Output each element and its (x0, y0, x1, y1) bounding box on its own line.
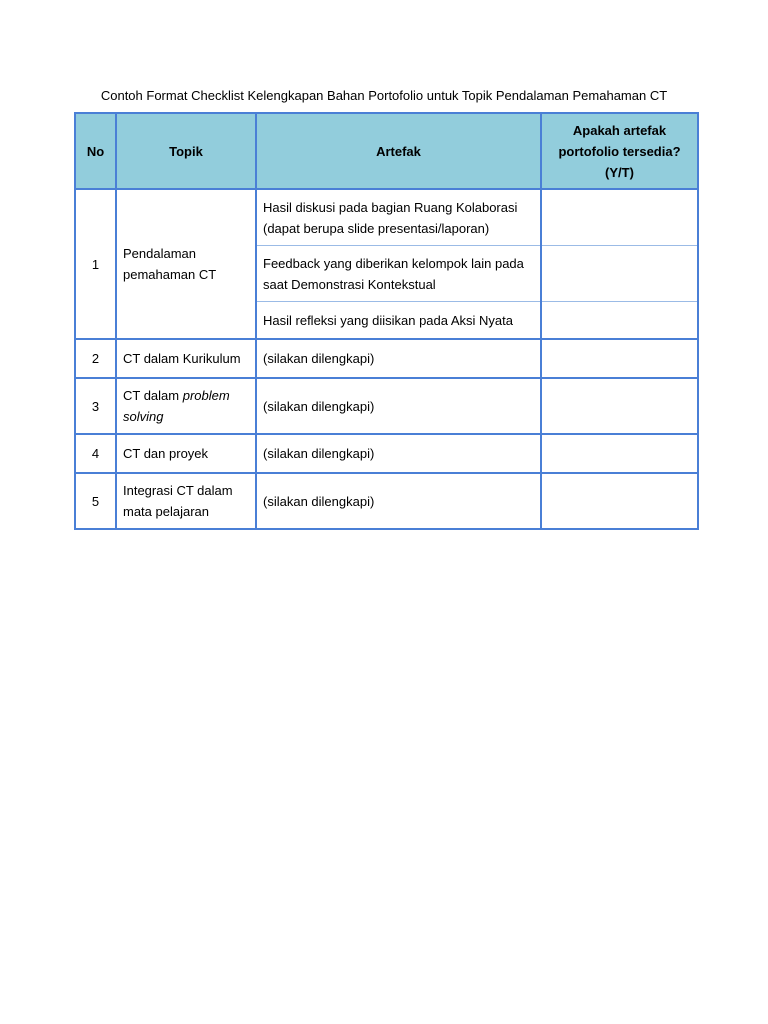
header-row (75, 113, 698, 189)
row-number: 1 (75, 189, 116, 339)
row-topik: CT dalam Kurikulum (116, 339, 256, 378)
row-number: 5 (75, 473, 116, 529)
row-artefak: (silakan dilengkapi) (256, 378, 541, 434)
header-artefak: Artefak (256, 113, 541, 189)
table-caption: Contoh Format Checklist Kelengkapan Bahan Portofolio untuk Topik Pendalaman Pemahaman CT (100, 88, 668, 103)
table-row (75, 339, 698, 378)
header-no: No (75, 113, 116, 189)
row-tersedia-cell[interactable] (541, 378, 698, 434)
row-tersedia-cell[interactable] (541, 302, 698, 340)
table-row (75, 378, 698, 434)
row-tersedia-cell[interactable] (541, 473, 698, 529)
row-artefak: (silakan dilengkapi) (256, 473, 541, 529)
row-topik: Integrasi CT dalam mata pelajaran (116, 473, 256, 529)
row-artefak: (silakan dilengkapi) (256, 339, 541, 378)
row-topik: CT dan proyek (116, 434, 256, 473)
row-tersedia-cell[interactable] (541, 434, 698, 473)
row-artefak: Hasil diskusi pada bagian Ruang Kolaborasi (dapat berupa slide presentasi/laporan) (256, 189, 541, 246)
row-topik: Pendalaman pemahaman CT (116, 189, 256, 339)
topik-italic: problem solving (123, 388, 230, 424)
row-number: 4 (75, 434, 116, 473)
row-tersedia-cell[interactable] (541, 189, 698, 246)
row-artefak: Hasil refleksi yang diisikan pada Aksi Nyata (256, 302, 541, 340)
row-number: 3 (75, 378, 116, 434)
row-artefak: (silakan dilengkapi) (256, 434, 541, 473)
row-artefak: Feedback yang diberikan kelompok lain pada saat Demonstrasi Kontekstual (256, 246, 541, 302)
topik-prefix: CT dalam (123, 388, 180, 403)
header-topik: Topik (116, 113, 256, 189)
table-row (75, 189, 698, 246)
row-number: 2 (75, 339, 116, 378)
header-tersedia: Apakah artefak portofolio tersedia? (Y/T) (541, 113, 698, 189)
row-tersedia-cell[interactable] (541, 246, 698, 302)
table-row (75, 434, 698, 473)
row-topik (116, 378, 256, 434)
table-row (75, 473, 698, 529)
row-tersedia-cell[interactable] (541, 339, 698, 378)
portfolio-checklist-table (74, 112, 699, 530)
